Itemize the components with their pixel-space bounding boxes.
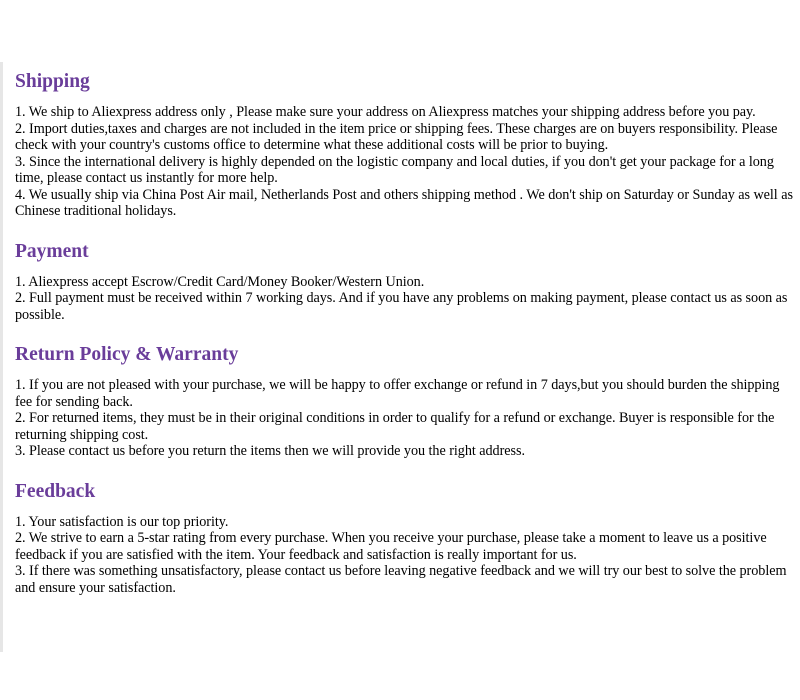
feedback-section [15, 480, 793, 597]
shipping-list [15, 104, 793, 220]
left-border-rule [0, 62, 3, 652]
payment-heading: Payment [15, 240, 89, 262]
return-policy-item: 3. Please contact us before you return the items then we will provide you the right address. [15, 443, 525, 459]
shipping-item: 1. We ship to Aliexpress address only , Please make sure your address on Aliexpress matches your shipping address before you pay. [15, 104, 756, 120]
payment-list [15, 274, 793, 324]
return-policy-item: 1. If you are not pleased with your purchase, we will be happy to offer exchange or refund in 7 days,but you should burden the shipping fee for sending back. [15, 377, 780, 410]
feedback-item: 2. We strive to earn a 5-star rating from every purchase. When you receive your purchase, please take a moment to leave us a positive feedback if you are satisfied with the item. Your feedback and satisfaction is really important for us. [15, 530, 767, 563]
payment-item: 2. Full payment must be received within 7 working days. And if you have any problems on making payment, please contact us as soon as possible. [15, 290, 788, 323]
store-policy-content [15, 70, 793, 616]
feedback-item: 1. Your satisfaction is our top priority. [15, 513, 229, 530]
shipping-section [15, 70, 793, 220]
return-policy-heading: Return Policy & Warranty [15, 344, 239, 365]
return-policy-section [15, 343, 793, 460]
return-policy-item: 2. For returned items, they must be in their original conditions in order to qualify for a refund or exchange. Buyer is responsible for the returning shipping cost. [15, 410, 775, 443]
shipping-heading: Shipping [15, 71, 90, 92]
shipping-item: 2. Import duties,taxes and charges are not included in the item price or shipping fees. These charges are on buyers responsibility. Please check with your country's customs office to determine what these additional costs will be prior to buying. [15, 120, 778, 153]
feedback-item: 3. If there was something unsatisfactory, please contact us before leaving negative feedback and we will try our best to solve the problem and ensure your satisfaction. [15, 563, 787, 596]
shipping-item: 4. We usually ship via China Post Air mail, Netherlands Post and others shipping method . We don't ship on Saturday or Sunday as well as Chinese traditional holidays. [15, 186, 793, 219]
feedback-heading: Feedback [15, 480, 96, 502]
return-policy-list [15, 377, 793, 460]
payment-section [15, 240, 793, 324]
feedback-list [15, 514, 793, 597]
shipping-item: 3. Since the international delivery is highly depended on the logistic company and local duties, if you don't get your package for a long time, please contact us instantly for more help. [15, 153, 774, 186]
payment-item: 1. Aliexpress accept Escrow/Credit Card/Money Booker/Western Union. [15, 273, 425, 290]
